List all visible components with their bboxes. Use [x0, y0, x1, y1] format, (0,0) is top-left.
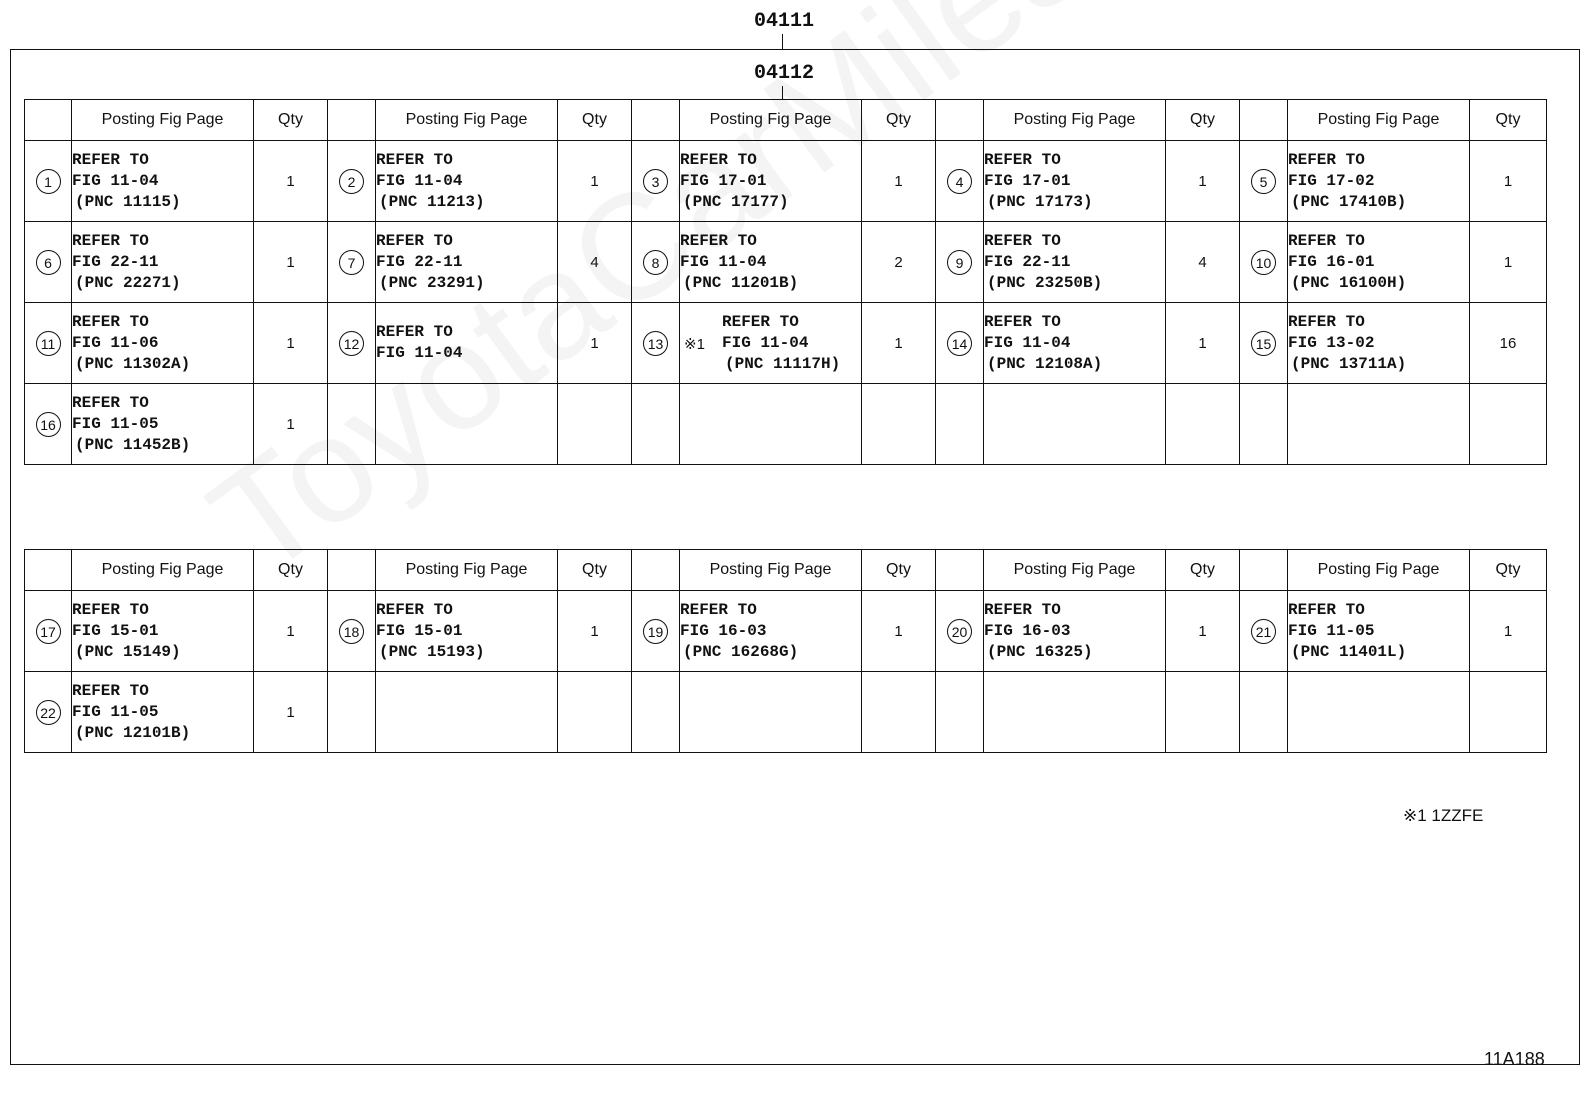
table-row	[25, 141, 1547, 222]
empty-cell	[984, 384, 1166, 465]
qty-value: 4	[1166, 222, 1240, 303]
callout-number: 14	[947, 331, 972, 356]
header-posting-fig-page: Posting Fig Page	[72, 100, 254, 141]
empty-cell	[1240, 672, 1288, 753]
callout-number: 16	[36, 412, 61, 437]
qty-value: 1	[254, 303, 328, 384]
posting-fig-page-cell	[680, 303, 862, 384]
refer-to-text: REFER TO	[376, 231, 453, 250]
empty-cell	[558, 384, 632, 465]
empty-cell	[1470, 672, 1547, 753]
pnc-reference: (PNC 23291)	[379, 273, 485, 292]
callout-number-cell	[328, 141, 376, 222]
posting-fig-page-cell	[72, 591, 254, 672]
refer-to-text: REFER TO	[1288, 150, 1365, 169]
callout-number: 2	[339, 169, 364, 194]
header-blank	[936, 100, 984, 141]
figure-code: 11A188	[1484, 1049, 1545, 1069]
figure-reference: FIG 15-01	[376, 621, 463, 640]
assembly-label-04111: 04111	[754, 10, 815, 33]
callout-number: 7	[339, 250, 364, 275]
refer-to-text: REFER TO	[680, 231, 757, 250]
figure-reference: FIG 11-05	[1288, 621, 1375, 640]
qty-value: 1	[558, 303, 632, 384]
refer-to-text: REFER TO	[72, 600, 149, 619]
pnc-reference: (PNC 11201B)	[683, 273, 799, 292]
posting-fig-page-cell	[72, 222, 254, 303]
refer-to-text: REFER TO	[984, 150, 1061, 169]
posting-fig-page-cell	[376, 303, 558, 384]
refer-to-text: REFER TO	[984, 600, 1061, 619]
header-row	[25, 100, 1547, 141]
header-blank	[328, 100, 376, 141]
posting-fig-page-cell	[680, 222, 862, 303]
pnc-reference: (PNC 16100H)	[1291, 273, 1407, 292]
posting-fig-page-cell	[680, 141, 862, 222]
empty-cell	[1288, 672, 1470, 753]
figure-reference: FIG 17-02	[1288, 171, 1375, 190]
callout-number-cell	[1240, 141, 1288, 222]
posting-fig-page-cell	[1288, 303, 1470, 384]
header-posting-fig-page: Posting Fig Page	[680, 100, 862, 141]
callout-number-cell	[936, 222, 984, 303]
header-qty: Qty	[862, 550, 936, 591]
header-qty: Qty	[862, 100, 936, 141]
figure-reference: FIG 22-11	[72, 252, 159, 271]
empty-cell	[1240, 384, 1288, 465]
callout-number: 20	[947, 619, 972, 644]
header-posting-fig-page: Posting Fig Page	[1288, 100, 1470, 141]
header-posting-fig-page: Posting Fig Page	[376, 100, 558, 141]
posting-fig-page-cell	[984, 591, 1166, 672]
header-qty: Qty	[1470, 100, 1547, 141]
empty-cell	[680, 384, 862, 465]
header-qty: Qty	[1470, 550, 1547, 591]
figure-reference: FIG 11-04	[722, 333, 809, 352]
pnc-reference: (PNC 16325)	[987, 642, 1093, 661]
header-qty: Qty	[1166, 550, 1240, 591]
empty-cell	[376, 384, 558, 465]
qty-value: 1	[558, 591, 632, 672]
figure-reference: FIG 11-04	[72, 171, 159, 190]
posting-fig-page-cell	[72, 141, 254, 222]
qty-value: 1	[862, 141, 936, 222]
empty-cell	[1166, 384, 1240, 465]
refer-to-text: REFER TO	[1288, 231, 1365, 250]
figure-reference: FIG 15-01	[72, 621, 159, 640]
qty-value: 1	[1470, 591, 1547, 672]
table-row	[25, 672, 1547, 753]
refer-to-text: REFER TO	[72, 393, 149, 412]
qty-value: 1	[558, 141, 632, 222]
callout-number-cell	[936, 591, 984, 672]
pnc-reference: (PNC 15193)	[379, 642, 485, 661]
callout-number: 22	[36, 700, 61, 725]
pnc-reference: (PNC 23250B)	[987, 273, 1103, 292]
header-blank	[1240, 100, 1288, 141]
header-blank	[632, 100, 680, 141]
empty-cell	[936, 384, 984, 465]
empty-cell	[1288, 384, 1470, 465]
qty-value: 1	[862, 303, 936, 384]
pnc-reference: (PNC 11302A)	[75, 354, 191, 373]
posting-fig-page-cell	[72, 384, 254, 465]
pnc-reference: (PNC 12108A)	[987, 354, 1103, 373]
header-posting-fig-page: Posting Fig Page	[984, 100, 1166, 141]
empty-cell	[862, 384, 936, 465]
pnc-reference: (PNC 11401L)	[1291, 642, 1407, 661]
empty-cell	[936, 672, 984, 753]
header-qty: Qty	[254, 550, 328, 591]
posting-fig-page-cell	[984, 303, 1166, 384]
header-posting-fig-page: Posting Fig Page	[680, 550, 862, 591]
empty-cell	[376, 672, 558, 753]
table-row	[25, 384, 1547, 465]
callout-number: 1	[36, 169, 61, 194]
pnc-reference: (PNC 11213)	[379, 192, 485, 211]
table-row	[25, 222, 1547, 303]
pnc-reference: (PNC 11115)	[75, 192, 181, 211]
engine-note-mark: ※1	[684, 336, 705, 353]
callout-number-cell	[632, 141, 680, 222]
pnc-reference: (PNC 17410B)	[1291, 192, 1407, 211]
callout-number-cell	[936, 303, 984, 384]
callout-number: 18	[339, 619, 364, 644]
callout-number: 21	[1251, 619, 1276, 644]
posting-fig-page-cell	[376, 222, 558, 303]
figure-reference: FIG 17-01	[984, 171, 1071, 190]
header-qty: Qty	[558, 550, 632, 591]
qty-value: 1	[254, 222, 328, 303]
leader-line	[782, 34, 783, 50]
qty-value: 16	[1470, 303, 1547, 384]
callout-number: 10	[1251, 250, 1276, 275]
callout-number: 8	[643, 250, 668, 275]
posting-fig-page-cell	[1288, 591, 1470, 672]
refer-to-text: REFER TO	[376, 323, 453, 341]
callout-number-cell	[328, 303, 376, 384]
posting-fig-page-cell	[376, 141, 558, 222]
header-blank	[328, 550, 376, 591]
empty-cell	[862, 672, 936, 753]
empty-cell	[1470, 384, 1547, 465]
qty-value: 1	[254, 591, 328, 672]
refer-to-text: REFER TO	[680, 150, 757, 169]
empty-cell	[1166, 672, 1240, 753]
refer-to-text: REFER TO	[722, 312, 799, 331]
callout-number: 3	[643, 169, 668, 194]
callout-number-cell	[1240, 591, 1288, 672]
posting-fig-page-cell	[680, 591, 862, 672]
callout-number-cell	[632, 222, 680, 303]
header-posting-fig-page: Posting Fig Page	[72, 550, 254, 591]
header-blank	[25, 550, 72, 591]
posting-fig-page-cell	[984, 141, 1166, 222]
qty-value: 1	[1166, 303, 1240, 384]
callout-number: 6	[36, 250, 61, 275]
empty-cell	[984, 672, 1166, 753]
header-posting-fig-page: Posting Fig Page	[984, 550, 1166, 591]
qty-value: 1	[1470, 141, 1547, 222]
posting-fig-page-cell	[1288, 222, 1470, 303]
refer-to-text: REFER TO	[72, 681, 149, 700]
posting-fig-page-cell	[376, 591, 558, 672]
refer-to-text: REFER TO	[680, 600, 757, 619]
refer-to-text: REFER TO	[984, 231, 1061, 250]
header-blank	[936, 550, 984, 591]
header-blank	[632, 550, 680, 591]
callout-number: 19	[643, 619, 668, 644]
header-blank	[25, 100, 72, 141]
figure-reference: FIG 17-01	[680, 171, 767, 190]
figure-reference: FIG 16-03	[680, 621, 767, 640]
pnc-reference: (PNC 12101B)	[75, 723, 191, 742]
pnc-reference: (PNC 11452B)	[75, 435, 191, 454]
refer-to-text: REFER TO	[1288, 312, 1365, 331]
pnc-reference: (PNC 16268G)	[683, 642, 799, 661]
callout-number-cell	[1240, 303, 1288, 384]
callout-number-cell	[25, 591, 72, 672]
qty-value: 1	[1166, 591, 1240, 672]
pnc-reference: (PNC 11117H)	[725, 354, 841, 373]
posting-fig-page-cell	[72, 303, 254, 384]
callout-number: 5	[1251, 169, 1276, 194]
figure-reference: FIG 16-03	[984, 621, 1071, 640]
header-row	[25, 550, 1547, 591]
figure-reference: FIG 13-02	[1288, 333, 1375, 352]
footnote: ※1 1ZZFE	[1403, 806, 1484, 825]
figure-reference: FIG 22-11	[984, 252, 1071, 271]
callout-number-cell	[25, 222, 72, 303]
refer-to-text: REFER TO	[984, 312, 1061, 331]
empty-cell	[328, 384, 376, 465]
assembly-label-04112: 04112	[754, 62, 815, 85]
figure-reference: FIG 16-01	[1288, 252, 1375, 271]
refer-to-text: REFER TO	[376, 600, 453, 619]
header-qty: Qty	[1166, 100, 1240, 141]
refer-to-text: REFER TO	[72, 231, 149, 250]
pnc-reference: (PNC 13711A)	[1291, 354, 1407, 373]
parts-table-1	[24, 99, 1547, 465]
callout-number-cell	[1240, 222, 1288, 303]
qty-value: 1	[254, 141, 328, 222]
header-qty: Qty	[558, 100, 632, 141]
pnc-reference: (PNC 15149)	[75, 642, 181, 661]
header-posting-fig-page: Posting Fig Page	[376, 550, 558, 591]
callout-number-cell	[328, 591, 376, 672]
callout-number-cell	[25, 141, 72, 222]
table-row	[25, 591, 1547, 672]
header-blank	[1240, 550, 1288, 591]
callout-number: 12	[339, 331, 364, 356]
qty-value: 1	[254, 672, 328, 753]
header-posting-fig-page: Posting Fig Page	[1288, 550, 1470, 591]
empty-cell	[558, 672, 632, 753]
callout-number: 13	[643, 331, 668, 356]
callout-number: 17	[36, 619, 61, 644]
parts-table-2	[24, 549, 1547, 753]
callout-number-cell	[632, 303, 680, 384]
callout-number-cell	[25, 384, 72, 465]
qty-value: 1	[862, 591, 936, 672]
callout-number-cell	[25, 303, 72, 384]
figure-reference: FIG 11-06	[72, 333, 159, 352]
callout-number-cell	[328, 222, 376, 303]
posting-fig-page-cell	[1288, 141, 1470, 222]
pnc-reference: (PNC 17177)	[683, 192, 789, 211]
figure-reference: FIG 11-05	[72, 414, 159, 433]
refer-to-text: REFER TO	[1288, 600, 1365, 619]
callout-number-cell	[936, 141, 984, 222]
refer-to-text: REFER TO	[72, 312, 149, 331]
figure-reference: FIG 11-05	[72, 702, 159, 721]
figure-reference: FIG 22-11	[376, 252, 463, 271]
figure-reference: FIG 11-04	[376, 171, 463, 190]
pnc-reference: (PNC 17173)	[987, 192, 1093, 211]
empty-cell	[328, 672, 376, 753]
header-qty: Qty	[254, 100, 328, 141]
empty-cell	[632, 672, 680, 753]
callout-number: 4	[947, 169, 972, 194]
callout-number: 15	[1251, 331, 1276, 356]
figure-reference: FIG 11-04	[680, 252, 767, 271]
figure-reference: FIG 11-04	[376, 344, 463, 362]
posting-fig-page-cell	[72, 672, 254, 753]
refer-to-text: REFER TO	[72, 150, 149, 169]
qty-value: 1	[1470, 222, 1547, 303]
leader-line	[782, 86, 783, 100]
empty-cell	[680, 672, 862, 753]
posting-fig-page-cell	[984, 222, 1166, 303]
pnc-reference: (PNC 22271)	[75, 273, 181, 292]
figure-reference: FIG 11-04	[984, 333, 1071, 352]
table-row	[25, 303, 1547, 384]
refer-to-text: REFER TO	[376, 150, 453, 169]
callout-number: 11	[36, 331, 61, 356]
callout-number: 9	[947, 250, 972, 275]
qty-value: 4	[558, 222, 632, 303]
qty-value: 2	[862, 222, 936, 303]
callout-number-cell	[632, 591, 680, 672]
callout-number-cell	[25, 672, 72, 753]
empty-cell	[632, 384, 680, 465]
qty-value: 1	[254, 384, 328, 465]
qty-value: 1	[1166, 141, 1240, 222]
